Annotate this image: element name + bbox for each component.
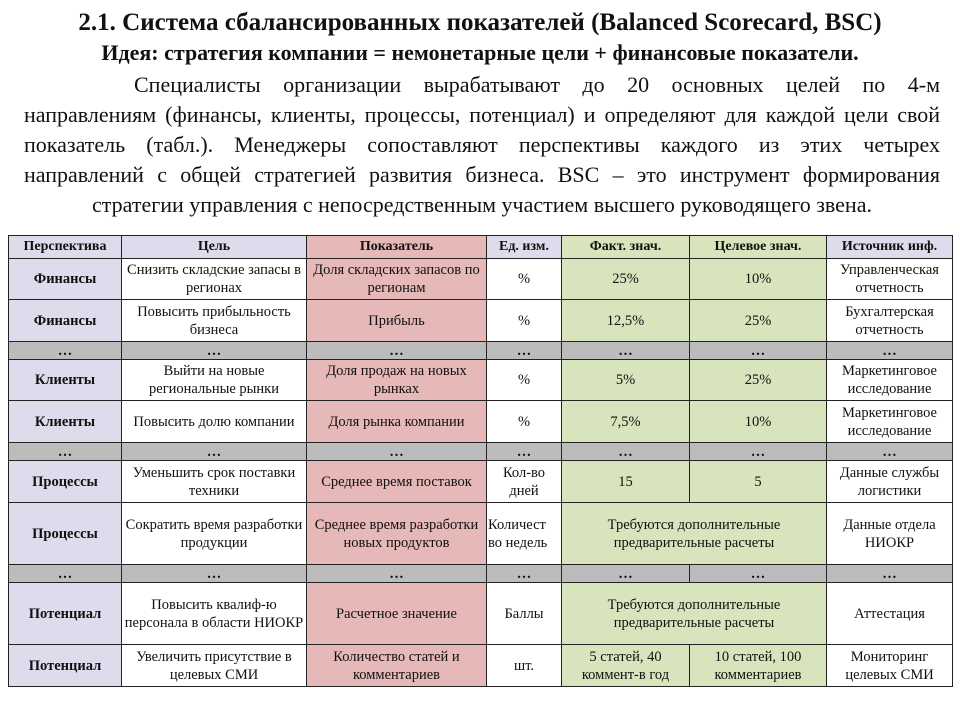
cell-fact: 5 статей, 40 коммент-в год xyxy=(562,645,690,687)
cell-source: Данные службы логистики xyxy=(827,461,953,503)
cell-perspective: … xyxy=(9,565,122,583)
cell-target: 10 статей, 100 комментариев xyxy=(690,645,827,687)
cell-goal: Увеличить присутствие в целевых СМИ xyxy=(122,645,307,687)
cell-perspective: Клиенты xyxy=(9,401,122,443)
cell-indicator: Доля складских запасов по регионам xyxy=(307,259,487,300)
header-perspective: Перспектива xyxy=(9,236,122,259)
ellipsis-row xyxy=(9,342,953,360)
cell-indicator: Доля продаж на новых рынках xyxy=(307,360,487,401)
cell-unit: % xyxy=(487,259,562,300)
cell-unit: шт. xyxy=(487,645,562,687)
cell-indicator: Среднее время поставок xyxy=(307,461,487,503)
cell-unit: … xyxy=(487,342,562,360)
cell-goal: … xyxy=(122,443,307,461)
table-row xyxy=(9,259,953,300)
cell-goal: Повысить квалиф-ю персонала в области НИОКР xyxy=(122,583,307,645)
cell-goal: … xyxy=(122,565,307,583)
cell-fact: … xyxy=(562,443,690,461)
ellipsis-row xyxy=(9,443,953,461)
cell-perspective: Потенциал xyxy=(9,583,122,645)
header-target-value: Целевое знач. xyxy=(690,236,827,259)
cell-source: … xyxy=(827,443,953,461)
cell-indicator: … xyxy=(307,342,487,360)
cell-source: Данные отдела НИОКР xyxy=(827,503,953,565)
cell-fact: 15 xyxy=(562,461,690,503)
cell-source: … xyxy=(827,342,953,360)
cell-goal: Снизить складские запасы в регионах xyxy=(122,259,307,300)
cell-unit: … xyxy=(487,443,562,461)
cell-perspective: … xyxy=(9,443,122,461)
cell-unit: % xyxy=(487,300,562,342)
cell-merged-values: Требуются дополнительные предварительные расчеты xyxy=(562,583,827,645)
cell-source: Управленческая отчетность xyxy=(827,259,953,300)
cell-indicator: Доля рынка компании xyxy=(307,401,487,443)
cell-perspective: Финансы xyxy=(9,259,122,300)
intro-paragraph xyxy=(24,70,940,220)
cell-indicator: … xyxy=(307,443,487,461)
cell-target: 10% xyxy=(690,401,827,443)
cell-indicator: Количество статей и комментариев xyxy=(307,645,487,687)
cell-goal: Повысить долю компании xyxy=(122,401,307,443)
cell-source: Аттестация xyxy=(827,583,953,645)
cell-fact: … xyxy=(562,342,690,360)
slide-subtitle: Идея: стратегия компании = немонетарные цели + финансовые показатели. xyxy=(101,40,859,65)
cell-indicator: Среднее время разработки новых продуктов xyxy=(307,503,487,565)
ellipsis-row xyxy=(9,565,953,583)
intro-paragraph-text: Специалисты организации вырабатывают до 20 основных целей по 4-м направлениям (финансы, клиенты, процессы, потенциал) и определяют для каждой цели свой показатель (табл.). Менеджеры сопоставляют перспективы каждого из этих четырех направлений с общей стратегией развития бизнеса. BSC – это инструмент формирования стратегии управления с непосредственным участием высшего руководящего звена. xyxy=(24,72,940,217)
bsc-table xyxy=(8,235,953,687)
cell-source: Маркетинговое исследование xyxy=(827,360,953,401)
header-unit: Ед. изм. xyxy=(487,236,562,259)
cell-goal: Повысить прибыльность бизнеса xyxy=(122,300,307,342)
cell-unit: % xyxy=(487,401,562,443)
cell-goal: Выйти на новые региональные рынки xyxy=(122,360,307,401)
cell-unit-text: Количест во недель xyxy=(488,516,548,551)
cell-target: 10% xyxy=(690,259,827,300)
cell-goal: Сократить время разработки продукции xyxy=(122,503,307,565)
cell-target: 25% xyxy=(690,360,827,401)
cell-goal: Уменьшить срок поставки техники xyxy=(122,461,307,503)
cell-target: … xyxy=(690,443,827,461)
cell-fact: … xyxy=(562,565,690,583)
cell-fact: 25% xyxy=(562,259,690,300)
table-row xyxy=(9,583,953,645)
cell-source: Мониторинг целевых СМИ xyxy=(827,645,953,687)
cell-perspective: Клиенты xyxy=(9,360,122,401)
cell-target: … xyxy=(690,565,827,583)
cell-unit xyxy=(487,503,562,565)
table-row xyxy=(9,300,953,342)
table-row xyxy=(9,360,953,401)
cell-perspective: Процессы xyxy=(9,461,122,503)
table-row xyxy=(9,645,953,687)
cell-source: Маркетинговое исследование xyxy=(827,401,953,443)
cell-fact: 7,5% xyxy=(562,401,690,443)
cell-fact: 12,5% xyxy=(562,300,690,342)
cell-indicator: Прибыль xyxy=(307,300,487,342)
header-source: Источник инф. xyxy=(827,236,953,259)
cell-merged-values: Требуются дополнительные предварительные расчеты xyxy=(562,503,827,565)
cell-goal: … xyxy=(122,342,307,360)
cell-fact: 5% xyxy=(562,360,690,401)
cell-perspective: Процессы xyxy=(9,503,122,565)
slide-title: 2.1. Система сбалансированных показателей (Balanced Scorecard, BSC) xyxy=(78,9,882,36)
header-goal: Цель xyxy=(122,236,307,259)
cell-perspective: … xyxy=(9,342,122,360)
cell-unit: … xyxy=(487,565,562,583)
cell-perspective: Потенциал xyxy=(9,645,122,687)
table-row xyxy=(9,401,953,443)
cell-target: … xyxy=(690,342,827,360)
cell-indicator: Расчетное значение xyxy=(307,583,487,645)
header-indicator: Показатель xyxy=(307,236,487,259)
cell-source: Бухгалтерская отчетность xyxy=(827,300,953,342)
cell-unit: Кол-во дней xyxy=(487,461,562,503)
table-row xyxy=(9,461,953,503)
cell-indicator: … xyxy=(307,565,487,583)
cell-target: 25% xyxy=(690,300,827,342)
cell-unit: Баллы xyxy=(487,583,562,645)
header-fact-value: Факт. знач. xyxy=(562,236,690,259)
cell-unit: % xyxy=(487,360,562,401)
cell-source: … xyxy=(827,565,953,583)
table-row xyxy=(9,503,953,565)
table-header-row xyxy=(9,236,953,259)
cell-perspective: Финансы xyxy=(9,300,122,342)
cell-target: 5 xyxy=(690,461,827,503)
